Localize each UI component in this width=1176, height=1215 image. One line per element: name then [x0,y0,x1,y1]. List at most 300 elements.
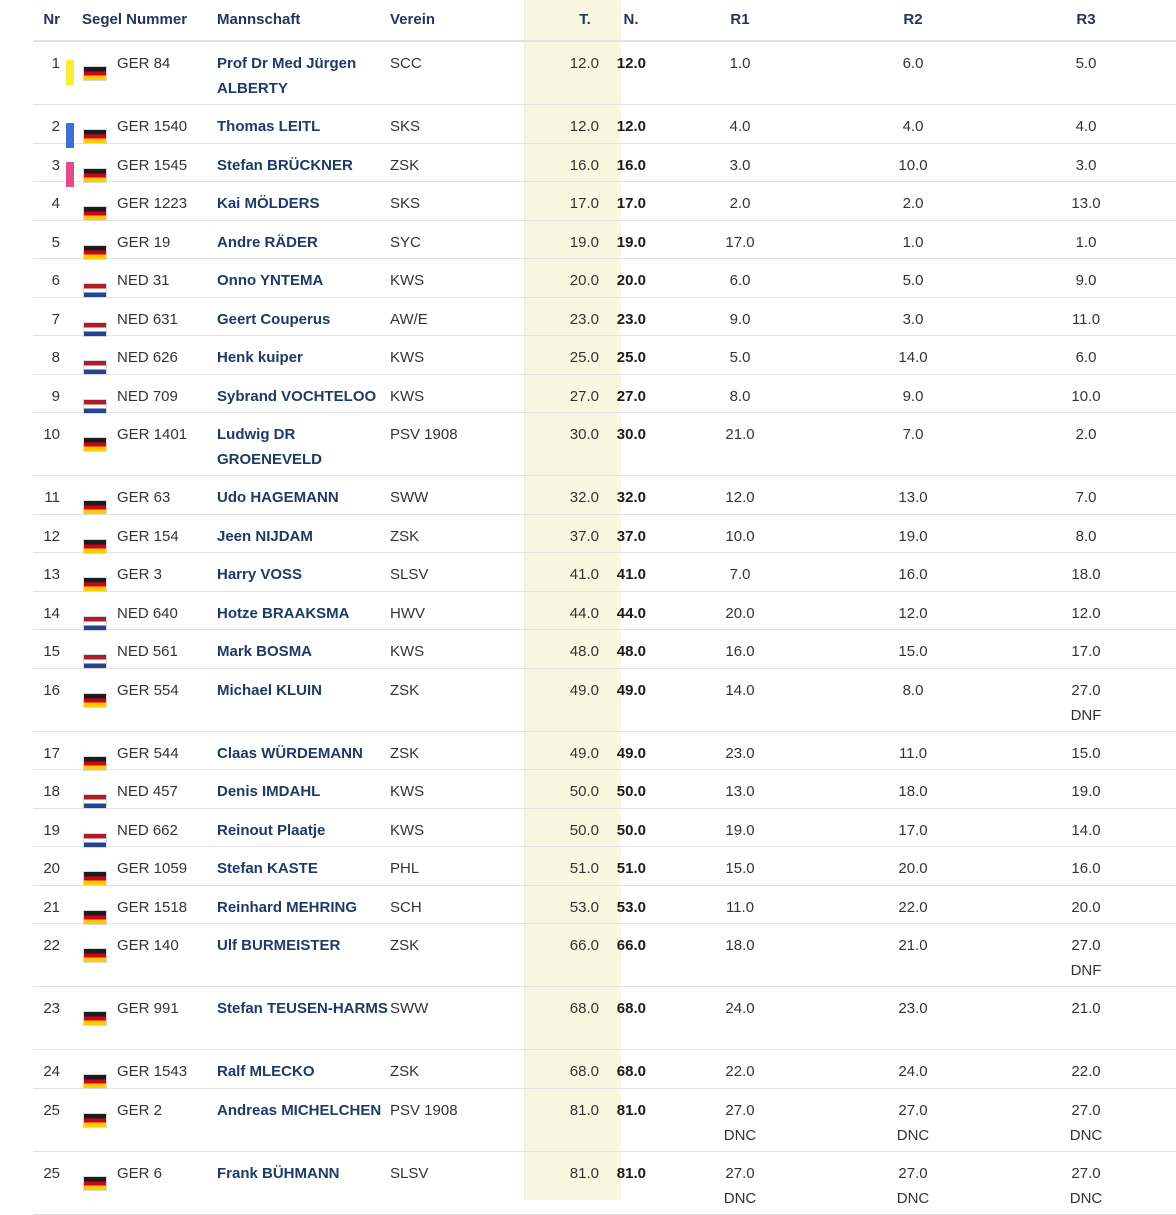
race-1-score: 27.0 [725,1164,755,1182]
table-row[interactable] [33,105,1176,144]
race-2-score: 27.0 [898,1164,928,1182]
race-2-score-cell [846,221,980,259]
country-flag-icon [83,1050,107,1088]
race-3-score-cell [1019,809,1153,847]
race-1-score-cell [673,336,807,374]
sail-number-cell: GER 140 [117,937,179,954]
medal-indicator [66,847,74,885]
race-2-score-cell [846,182,980,220]
total-points-cell: 17.0 [569,195,599,212]
header-club[interactable]: Verein [390,11,436,28]
race-2-score-cell [846,42,980,104]
race-3-score-cell [1019,221,1153,259]
total-points-cell: 48.0 [569,643,599,660]
race-2-score-cell [846,375,980,413]
net-points-cell: 50.0 [616,783,646,800]
crew-name-link[interactable]: Sybrand VOCHTELOO [217,387,377,405]
net-points-cell: 81.0 [616,1164,646,1182]
rank-cell: 13 [43,566,60,583]
medal-indicator [66,515,74,553]
race-3-score: 11.0 [1071,310,1101,328]
rank-cell: 3 [51,156,60,174]
country-flag-icon [83,42,107,104]
rank-cell: 4 [51,195,60,212]
race-3-code: DNF [1070,962,1102,979]
race-1-score: 19.0 [725,821,755,839]
crew-name-link[interactable]: Mark BOSMA [217,643,313,660]
club-cell: AW/E [390,310,428,328]
table-row[interactable] [33,732,1176,771]
club-cell: KWS [390,783,425,800]
race-1-score: 11.0 [725,898,755,916]
rank-cell: 8 [51,349,60,366]
club-cell: PSV 1908 [390,426,458,443]
club-cell: KWS [390,349,425,366]
race-3-score-cell [1019,105,1153,143]
race-3-score: 19.0 [1071,783,1101,800]
country-flag-icon [83,924,107,986]
table-row[interactable] [33,553,1176,592]
header-r3[interactable]: R3 [1076,11,1096,28]
table-row[interactable] [33,144,1176,183]
sail-number-cell: GER 1518 [117,898,188,916]
crew-name-link[interactable]: Henk kuiper [217,349,303,366]
club-cell: KWS [390,821,425,839]
race-2-score-cell [846,476,980,514]
net-points-cell: 27.0 [616,387,646,405]
race-1-score-cell [673,515,807,553]
crew-name-link[interactable]: Ulf BURMEISTER [217,937,341,954]
table-row[interactable] [33,924,1176,987]
race-2-score: 4.0 [902,118,924,135]
country-flag-icon [83,1089,107,1151]
race-3-score-cell [1019,336,1153,374]
country-flag-icon [83,336,107,374]
crew-name-link[interactable]: Claas WÜRDEMANN [217,744,363,762]
country-flag-icon [83,886,107,924]
race-3-score-cell [1019,515,1153,553]
race-2-score: 10.0 [898,156,928,174]
race-3-score: 6.0 [1075,349,1097,366]
medal-indicator [66,553,74,591]
table-row[interactable] [33,630,1176,669]
sail-number-cell: GER 19 [117,233,171,251]
rank-cell: 11 [44,489,60,506]
sail-number-cell: NED 631 [117,310,178,328]
total-points-cell: 25.0 [569,349,599,366]
crew-name-link[interactable]: Michael KLUIN [217,681,323,699]
crew-name-link[interactable]: Hotze BRAAKSMA [217,604,350,622]
header-net[interactable]: N. [623,11,639,28]
race-2-score: 22.0 [898,898,928,916]
race-3-score: 21.0 [1071,1000,1101,1017]
total-points-cell: 53.0 [569,898,599,916]
table-row[interactable] [33,592,1176,631]
total-points-cell: 19.0 [569,233,599,251]
crew-name-link[interactable]: Andre RÄDER [217,233,318,251]
net-points-cell: 49.0 [616,744,646,762]
race-3-score-cell [1019,847,1153,885]
medal-indicator [66,413,74,475]
crew-name-link[interactable]: Prof Dr Med Jürgen ALBERTY [217,55,357,97]
club-cell: KWS [390,387,425,405]
race-1-score: 18.0 [725,937,755,954]
table-row[interactable] [33,298,1176,337]
crew-name-link[interactable]: Stefan KASTE [217,860,318,877]
race-3-score-cell [1019,298,1153,336]
race-2-score-cell [846,987,980,1049]
crew-name-link[interactable]: Jeen NIJDAM [217,527,313,545]
rank-cell: 16 [43,681,60,699]
race-2-score-cell [846,886,980,924]
race-3-score-cell [1019,924,1153,986]
race-1-score-cell [673,669,807,731]
race-3-score-cell [1019,182,1153,220]
race-3-score-cell [1019,770,1153,808]
crew-name-link[interactable]: Ludwig DR GROENEVELD [217,426,323,468]
race-2-score-cell [846,924,980,986]
country-flag-icon [83,476,107,514]
club-cell: SYC [390,233,421,251]
net-points-cell: 68.0 [616,1063,646,1080]
race-3-score: 27.0 [1071,681,1101,699]
rank-cell: 6 [51,272,60,289]
results-table [33,0,1176,1215]
race-1-score: 3.0 [729,156,751,174]
crew-name-link[interactable]: Ralf MLECKO [217,1063,315,1080]
race-1-score-cell [673,298,807,336]
table-row[interactable] [33,336,1176,375]
header-nr[interactable]: Nr [43,11,60,28]
club-cell: SCH [390,898,422,916]
net-points-cell: 32.0 [616,489,646,506]
club-cell: SCC [390,55,422,72]
country-flag-icon [83,809,107,847]
table-row[interactable] [33,1152,1176,1215]
race-2-score: 20.0 [898,860,928,877]
race-1-code: DNC [723,1189,757,1207]
race-2-score-cell [846,630,980,668]
crew-name-link[interactable]: Frank BÜHMANN [217,1164,340,1182]
crew-name-link[interactable]: Reinout Plaatje [217,821,326,839]
crew-name-link[interactable]: Stefan TEUSEN-HARMS [217,1000,388,1017]
medal-indicator [66,182,74,220]
race-3-code: DNC [1069,1189,1103,1207]
country-flag-icon [83,669,107,731]
club-cell: ZSK [390,744,420,762]
sail-number-cell: NED 662 [117,821,178,839]
race-2-score-cell [846,809,980,847]
table-row[interactable] [33,259,1176,298]
race-1-score-cell [673,886,807,924]
table-row[interactable] [33,847,1176,886]
rank-cell: 5 [51,233,60,251]
race-3-score: 4.0 [1075,118,1097,135]
club-cell: SLSV [390,566,429,583]
net-points-cell: 23.0 [616,310,646,328]
sail-number-cell: GER 1543 [117,1063,188,1080]
medal-indicator [66,987,74,1049]
header-crew[interactable]: Mannschaft [217,11,301,28]
rank-cell: 18 [43,783,60,800]
total-points-cell: 41.0 [569,566,599,583]
table-row[interactable] [33,476,1176,515]
race-3-score-cell [1019,375,1153,413]
net-points-cell: 19.0 [616,233,646,251]
table-row[interactable] [33,42,1176,105]
race-1-score-cell [673,144,807,182]
table-header [33,0,1176,42]
sail-number-cell: GER 554 [117,681,179,699]
net-points-cell: 20.0 [616,272,646,289]
total-points-cell: 20.0 [569,272,599,289]
net-points-cell: 66.0 [616,937,646,954]
rank-cell: 24 [43,1063,60,1080]
total-points-cell: 50.0 [569,821,599,839]
total-points-cell: 81.0 [569,1164,599,1182]
table-row[interactable] [33,987,1176,1050]
total-points-cell: 16.0 [569,156,599,174]
race-2-score-cell [846,553,980,591]
race-3-code: DNC [1069,1126,1103,1144]
rank-cell: 10 [43,426,60,443]
sail-number-cell: NED 457 [117,783,178,800]
table-row[interactable] [33,515,1176,554]
race-3-score: 27.0 [1071,937,1101,954]
race-3-code: DNF [1070,706,1102,724]
race-2-score-cell [846,515,980,553]
race-1-score: 1.0 [729,55,751,72]
race-3-score-cell [1019,669,1153,731]
club-cell: ZSK [390,527,420,545]
medal-indicator [66,336,74,374]
rank-cell: 14 [43,604,60,622]
crew-name-link[interactable]: Reinhard MEHRING [217,898,358,916]
net-points-cell: 48.0 [616,643,646,660]
header-r2[interactable]: R2 [903,11,923,28]
race-1-score: 17.0 [725,233,755,251]
race-1-score-cell [673,553,807,591]
club-cell: SLSV [390,1164,429,1182]
race-1-score: 10.0 [725,527,755,545]
race-1-score: 12.0 [725,489,755,506]
total-points-cell: 68.0 [569,1063,599,1080]
race-3-score-cell [1019,1050,1153,1088]
table-row[interactable] [33,413,1176,476]
crew-name-link[interactable]: Kai MÖLDERS [217,195,320,212]
country-flag-icon [83,259,107,297]
race-2-score-cell [846,259,980,297]
country-flag-icon [83,553,107,591]
country-flag-icon [83,630,107,668]
net-points-cell: 51.0 [616,860,646,877]
crew-name-link[interactable]: Udo HAGEMANN [217,489,339,506]
country-flag-icon [83,770,107,808]
sail-number-cell: GER 1540 [117,118,188,135]
rank-cell: 1 [51,55,60,72]
rank-cell: 17 [43,744,60,762]
club-cell: PSV 1908 [390,1101,458,1119]
medal-indicator [66,42,74,104]
race-2-score-cell [846,732,980,770]
medal-indicator [66,669,74,731]
table-row[interactable] [33,809,1176,848]
net-points-cell: 30.0 [616,426,646,443]
crew-name-link[interactable]: Andreas MICHELCHEN [217,1101,382,1119]
medal-indicator [66,221,74,259]
medal-indicator [66,144,74,182]
race-1-code: DNC [723,1126,757,1144]
race-1-score: 8.0 [729,387,751,405]
net-points-cell: 16.0 [616,156,646,174]
crew-name-link[interactable]: Denis IMDAHL [217,783,321,800]
net-points-cell: 25.0 [616,349,646,366]
table-row[interactable] [33,669,1176,732]
medal-indicator [66,298,74,336]
race-3-score-cell [1019,630,1153,668]
rank-cell: 22 [43,937,60,954]
header-total[interactable]: T. [579,11,591,28]
total-points-cell: 81.0 [569,1101,599,1119]
total-points-cell: 30.0 [569,426,599,443]
total-points-cell: 50.0 [569,783,599,800]
table-row[interactable] [33,770,1176,809]
race-2-score: 9.0 [902,387,924,405]
sail-number-cell: NED 640 [117,604,178,622]
race-3-score-cell [1019,259,1153,297]
sail-number-cell: GER 6 [117,1164,163,1182]
race-2-score: 24.0 [898,1063,928,1080]
club-cell: SWW [390,1000,429,1017]
crew-name-link[interactable]: Harry VOSS [217,566,303,583]
race-1-score: 6.0 [729,272,751,289]
table-row[interactable] [33,1050,1176,1089]
race-2-score: 1.0 [902,233,924,251]
club-cell: ZSK [390,1063,420,1080]
race-2-score-cell [846,336,980,374]
race-2-score: 15.0 [898,643,928,660]
race-3-score: 5.0 [1075,55,1097,72]
medal-indicator [66,375,74,413]
race-3-score: 12.0 [1071,604,1101,622]
header-r1[interactable]: R1 [730,11,750,28]
medal-indicator [66,259,74,297]
total-points-cell: 12.0 [569,118,599,135]
race-3-score: 9.0 [1075,272,1097,289]
medal-indicator [66,732,74,770]
club-cell: PHL [390,860,420,877]
race-1-score: 7.0 [729,566,751,583]
race-3-score: 16.0 [1071,860,1101,877]
sail-number-cell: GER 63 [117,489,171,506]
race-2-score-cell [846,1089,980,1151]
medal-indicator [66,630,74,668]
race-2-score-cell [846,592,980,630]
club-cell: ZSK [390,156,420,174]
sail-number-cell: NED 561 [117,643,178,660]
sail-number-cell: GER 2 [117,1101,163,1119]
country-flag-icon [83,375,107,413]
race-1-score: 9.0 [729,310,751,328]
crew-name-link[interactable]: Onno YNTEMA [217,272,324,289]
race-2-score: 8.0 [902,681,924,699]
sail-number-cell: NED 31 [117,272,170,289]
medal-indicator [66,476,74,514]
sail-number-cell: GER 1059 [117,860,188,877]
club-cell: ZSK [390,937,420,954]
race-2-score-cell [846,847,980,885]
net-points-cell: 68.0 [616,1000,646,1017]
rank-cell: 23 [43,1000,60,1017]
race-2-score-cell [846,144,980,182]
race-3-score-cell [1019,413,1153,475]
race-1-score: 21.0 [725,426,755,443]
race-3-score: 8.0 [1075,527,1097,545]
medal-indicator [66,1152,74,1214]
medal-indicator [66,886,74,924]
table-row[interactable] [33,1089,1176,1152]
header-sail-number[interactable]: Segel Nummer [82,11,188,28]
table-row[interactable] [33,182,1176,221]
rank-cell: 25 [43,1101,60,1119]
race-3-score: 17.0 [1071,643,1101,660]
race-2-score-cell [846,413,980,475]
country-flag-icon [83,144,107,182]
race-3-score: 20.0 [1071,898,1101,916]
table-row[interactable] [33,221,1176,260]
race-3-score: 3.0 [1075,156,1097,174]
net-points-cell: 50.0 [616,821,646,839]
sail-number-cell: GER 991 [117,1000,179,1017]
race-3-score: 10.0 [1071,387,1101,405]
race-2-score: 13.0 [898,489,928,506]
rank-cell: 9 [51,387,60,405]
rank-cell: 19 [43,821,60,839]
medal-indicator [66,592,74,630]
crew-name-link[interactable]: Thomas LEITL [217,118,321,135]
race-1-score: 15.0 [725,860,755,877]
race-2-score: 11.0 [898,744,928,762]
race-1-score-cell [673,1050,807,1088]
sail-number-cell: GER 1545 [117,156,188,174]
sail-number-cell: GER 3 [117,566,163,583]
rank-cell: 15 [43,643,60,660]
total-points-cell: 27.0 [569,387,599,405]
race-3-score: 22.0 [1071,1063,1101,1080]
table-row[interactable] [33,375,1176,414]
club-cell: SKS [390,195,421,212]
race-3-score-cell [1019,732,1153,770]
race-1-score-cell [673,413,807,475]
race-1-score-cell [673,770,807,808]
rank-cell: 21 [43,898,60,916]
rank-cell: 20 [43,860,60,877]
race-1-score-cell [673,847,807,885]
medal-indicator [66,105,74,143]
race-1-score-cell [673,259,807,297]
medal-indicator [66,1089,74,1151]
crew-name-link[interactable]: Geert Couperus [217,310,331,328]
race-1-score-cell [673,182,807,220]
race-1-score: 16.0 [725,643,755,660]
race-1-score-cell [673,1152,807,1214]
crew-name-link[interactable]: Stefan BRÜCKNER [217,156,353,174]
total-points-cell: 23.0 [569,310,599,328]
race-1-score-cell [673,476,807,514]
table-row[interactable] [33,886,1176,925]
race-2-score-cell [846,105,980,143]
race-3-score: 2.0 [1075,426,1097,443]
